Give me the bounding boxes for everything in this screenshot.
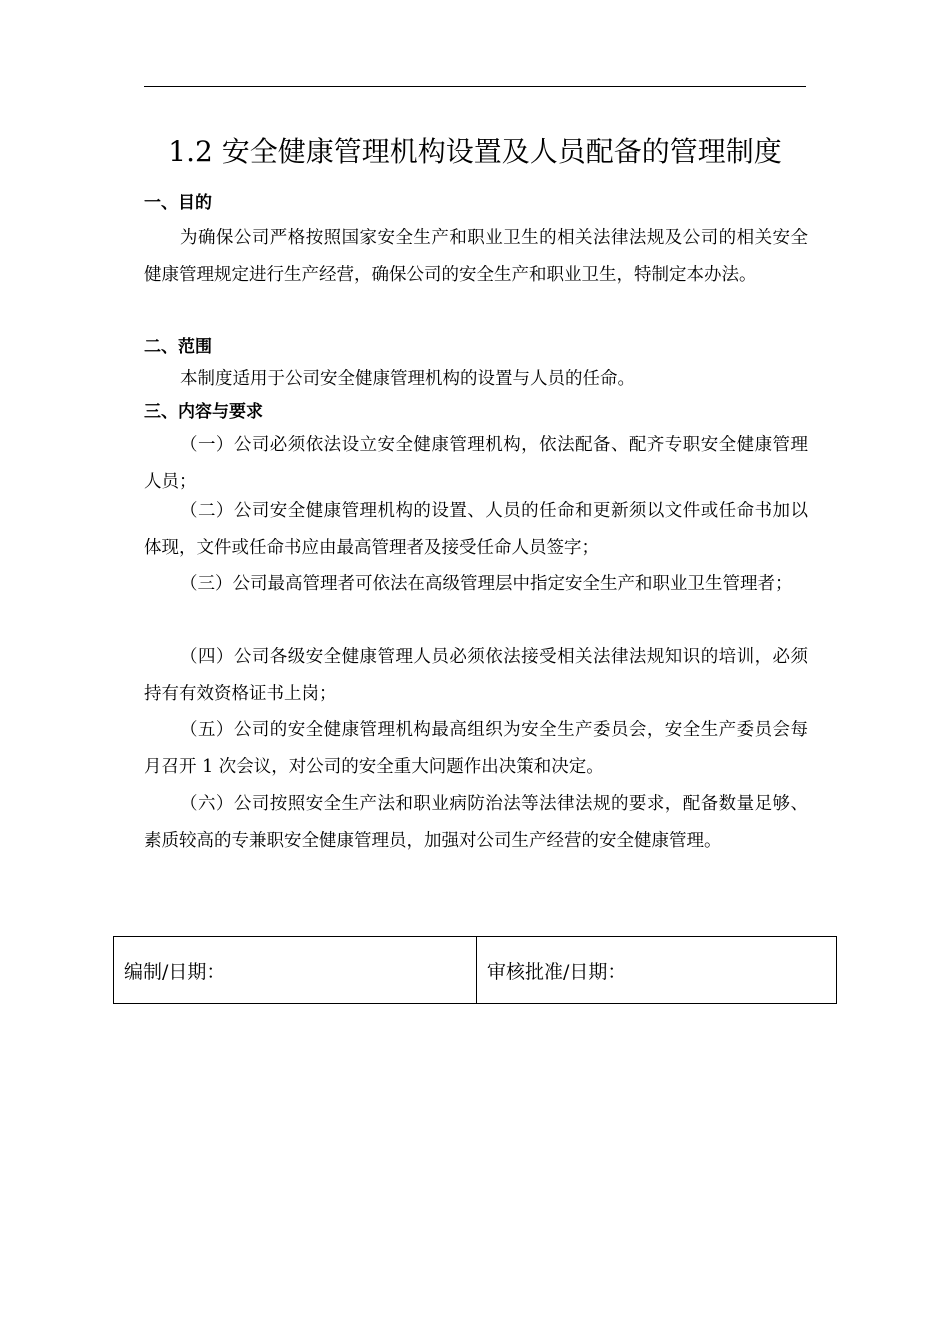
- paragraph-scope: 本制度适用于公司安全健康管理机构的设置与人员的任命。: [180, 369, 635, 389]
- list-item-requirement-6: （六）公司按照安全生产法和职业病防治法等法律法规的要求，配备数量足够、素质较高的专兼职安全健康管理员，加强对公司生产经营的安全健康管理。: [144, 794, 808, 851]
- section-heading-purpose: 一、目的: [144, 193, 212, 213]
- list-item-requirement-3: （三）公司最高管理者可依法在高级管理层中指定安全生产和职业卫生管理者；: [180, 574, 793, 594]
- header-rule: [144, 86, 806, 87]
- signature-table: [113, 936, 837, 1004]
- list-item-requirement-1: （一）公司必须依法设立安全健康管理机构，依法配备、配齐专职安全健康管理人员；: [144, 435, 808, 492]
- document-title: 1.2 安全健康管理机构设置及人员配备的管理制度: [168, 135, 782, 168]
- section-heading-content: 三、内容与要求: [144, 402, 263, 422]
- signature-row: [114, 937, 837, 1004]
- section-heading-scope: 二、范围: [144, 337, 212, 357]
- list-item-requirement-4: （四）公司各级安全健康管理人员必须依法接受相关法律法规知识的培训，必须持有有效资格证书上岗；: [144, 647, 808, 704]
- prepared-by-cell: 编制/日期：: [114, 937, 477, 1004]
- list-item-requirement-5: （五）公司的安全健康管理机构最高组织为安全生产委员会，安全生产委员会每月召开 1 次会议，对公司的安全重大问题作出决策和决定。: [144, 720, 808, 777]
- paragraph-purpose: 为确保公司严格按照国家安全生产和职业卫生的相关法律法规及公司的相关安全健康管理规定进行生产经营，确保公司的安全生产和职业卫生，特制定本办法。: [144, 228, 808, 285]
- approved-by-cell: 审核批准/日期：: [477, 937, 837, 1004]
- list-item-requirement-2: （二）公司安全健康管理机构的设置、人员的任命和更新须以文件或任命书加以体现，文件或任命书应由最高管理者及接受任命人员签字；: [144, 501, 808, 558]
